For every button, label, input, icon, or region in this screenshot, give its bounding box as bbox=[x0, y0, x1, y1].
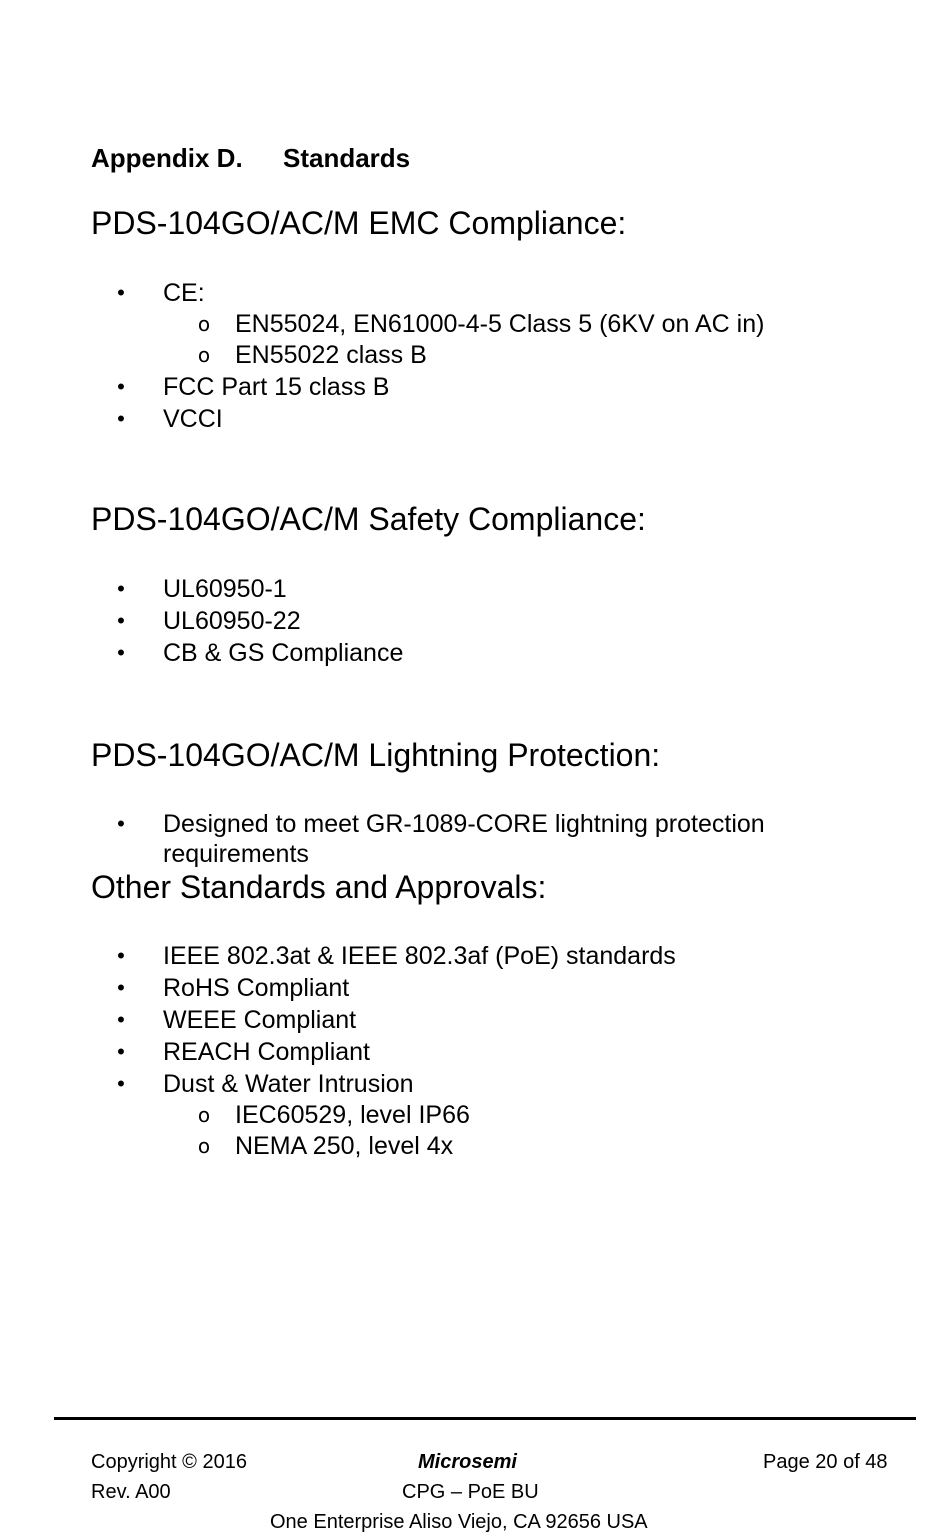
list-item-label: RoHS Compliant bbox=[163, 974, 350, 1002]
list-item-label: UL60950-22 bbox=[163, 607, 301, 635]
appendix-heading bbox=[91, 143, 410, 174]
bullet-icon: • bbox=[117, 374, 125, 399]
footer-division: CPG – PoE BU bbox=[402, 1481, 539, 1503]
list-item-label: EN55024, EN61000-4-5 Class 5 (6KV on AC in) bbox=[235, 310, 765, 338]
appendix-title: Standards bbox=[283, 143, 411, 173]
list-item-label: UL60950-1 bbox=[163, 575, 287, 603]
sub-list-item bbox=[0, 309, 764, 340]
appendix-number: Appendix D. bbox=[91, 143, 243, 173]
list-item bbox=[0, 809, 823, 869]
bullet-icon: • bbox=[117, 811, 125, 836]
bullet-icon: • bbox=[117, 1039, 125, 1064]
footer-page-number: Page 20 of 48 bbox=[763, 1451, 888, 1473]
bullet-icon: • bbox=[117, 975, 125, 1000]
list-item-label: FCC Part 15 class B bbox=[163, 373, 390, 401]
list-item bbox=[0, 1004, 676, 1036]
lightning-list bbox=[0, 809, 823, 869]
other-list bbox=[0, 940, 676, 1162]
list-item-label: Designed to meet GR-1089-CORE lightning protection requirements bbox=[163, 810, 765, 868]
list-item-label: REACH Compliant bbox=[163, 1038, 371, 1066]
list-item bbox=[0, 403, 764, 435]
bullet-icon: • bbox=[117, 406, 125, 431]
emc-section-title: PDS-104GO/AC/M EMC Compliance: bbox=[91, 205, 627, 241]
list-item bbox=[0, 1068, 676, 1162]
bullet-icon: • bbox=[117, 608, 125, 633]
footer-copyright: Copyright © 2016 bbox=[91, 1451, 247, 1473]
list-item-label: VCCI bbox=[163, 405, 223, 433]
bullet-icon: • bbox=[117, 280, 125, 305]
sub-bullet-icon: o bbox=[197, 1134, 211, 1158]
list-item-label: Dust & Water Intrusion bbox=[163, 1070, 414, 1098]
footer-revision: Rev. A00 bbox=[91, 1481, 171, 1503]
bullet-icon: • bbox=[117, 640, 125, 665]
other-section-title: Other Standards and Approvals: bbox=[91, 869, 547, 905]
list-item bbox=[0, 637, 403, 669]
bullet-icon: • bbox=[117, 576, 125, 601]
bullet-icon: • bbox=[117, 943, 125, 968]
list-item-label: IEC60529, level IP66 bbox=[235, 1101, 470, 1129]
sub-list-item bbox=[0, 1131, 676, 1162]
list-item-label: WEEE Compliant bbox=[163, 1006, 357, 1034]
list-item bbox=[0, 605, 403, 637]
list-item-label: EN55022 class B bbox=[235, 341, 427, 369]
safety-section-title: PDS-104GO/AC/M Safety Compliance: bbox=[91, 501, 646, 537]
emc-list bbox=[0, 277, 764, 435]
sub-bullet-icon: o bbox=[197, 312, 211, 336]
sub-list-item bbox=[0, 340, 764, 371]
bullet-icon: • bbox=[117, 1007, 125, 1032]
sub-bullet-icon: o bbox=[197, 343, 211, 367]
list-item bbox=[0, 371, 764, 403]
sub-list-item bbox=[0, 1100, 676, 1131]
ce-sublist bbox=[163, 309, 764, 371]
list-item bbox=[0, 277, 764, 371]
list-item bbox=[0, 1036, 676, 1068]
list-item-label: CB & GS Compliance bbox=[163, 639, 404, 667]
footer-divider bbox=[54, 1417, 916, 1420]
lightning-section-title: PDS-104GO/AC/M Lightning Protection: bbox=[91, 737, 661, 773]
dust-sublist bbox=[163, 1100, 676, 1162]
footer-address: One Enterprise Aliso Viejo, CA 92656 USA bbox=[270, 1511, 648, 1533]
list-item bbox=[0, 972, 676, 1004]
bullet-icon: • bbox=[117, 1071, 125, 1096]
list-item bbox=[0, 573, 403, 605]
list-item-label: NEMA 250, level 4x bbox=[235, 1132, 454, 1160]
sub-bullet-icon: o bbox=[197, 1103, 211, 1127]
footer-company: Microsemi bbox=[418, 1451, 517, 1473]
list-item-label: IEEE 802.3at & IEEE 802.3af (PoE) standards bbox=[163, 942, 676, 970]
list-item-label: CE: bbox=[163, 279, 205, 307]
safety-list bbox=[0, 573, 403, 669]
list-item bbox=[0, 940, 676, 972]
